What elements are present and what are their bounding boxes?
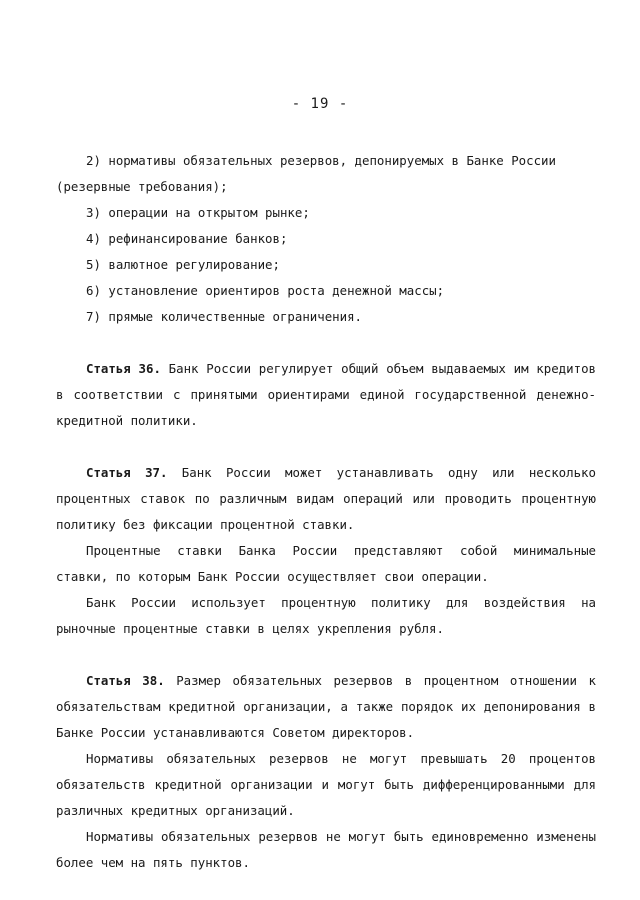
article-38-paragraph-3: Нормативы обязательных резервов не могут быть единовременно изменены более чем на пять пунктов. <box>56 829 596 870</box>
document-body <box>56 148 596 876</box>
list-item-4: 4) рефинансирование банков; <box>86 231 288 246</box>
article-37 <box>56 460 596 538</box>
article-38-paragraph-2: Нормативы обязательных резервов не могут превышать 20 процентов обязательств кредитной организации и могут быть дифференцированными для различных кредитных организаций. <box>56 751 596 818</box>
page-number: - 19 - <box>291 96 349 112</box>
list-item-2-line1: 2) нормативы обязательных резервов, депонируемых в Банке России <box>86 153 556 168</box>
list-item-2 <box>56 148 596 174</box>
list-item-6: 6) установление ориентиров роста денежной массы; <box>86 283 445 298</box>
list-item-2-continuation: (резервные требования); <box>56 179 228 194</box>
article-38-text: Размер обязательных резервов в процентном отношении к обязательствам кредитной организации, а также порядок их депонирования в Банке России устанавливаются Советом директоров. <box>56 673 596 740</box>
article-36-label: Статья 36. <box>86 361 161 376</box>
article-37-paragraph-3: Банк России использует процентную политику для воздействия на рыночные процентные ставки в целях укрепления рубля. <box>56 595 596 636</box>
article-37-paragraph-2: Процентные ставки Банка России представляют собой минимальные ставки, по которым Банк России осуществляет свои операции. <box>56 543 596 584</box>
article-37-label: Статья 37. <box>86 465 168 480</box>
article-38 <box>56 668 596 746</box>
article-36-text: Банк России регулирует общий объем выдаваемых им кредитов в соответствии с принятыми ориентирами единой государственной денежно-кредитной политики. <box>56 361 596 428</box>
article-36 <box>56 356 596 434</box>
list-item-5: 5) валютное регулирование; <box>86 257 280 272</box>
list-item-3: 3) операции на открытом рынке; <box>86 205 310 220</box>
article-38-label: Статья 38. <box>86 673 165 688</box>
article-37-text: Банк России может устанавливать одну или несколько процентных ставок по различным видам операций или проводить процентную политику без фиксации процентной ставки. <box>56 465 596 532</box>
list-item-7: 7) прямые количественные ограничения. <box>86 309 363 324</box>
